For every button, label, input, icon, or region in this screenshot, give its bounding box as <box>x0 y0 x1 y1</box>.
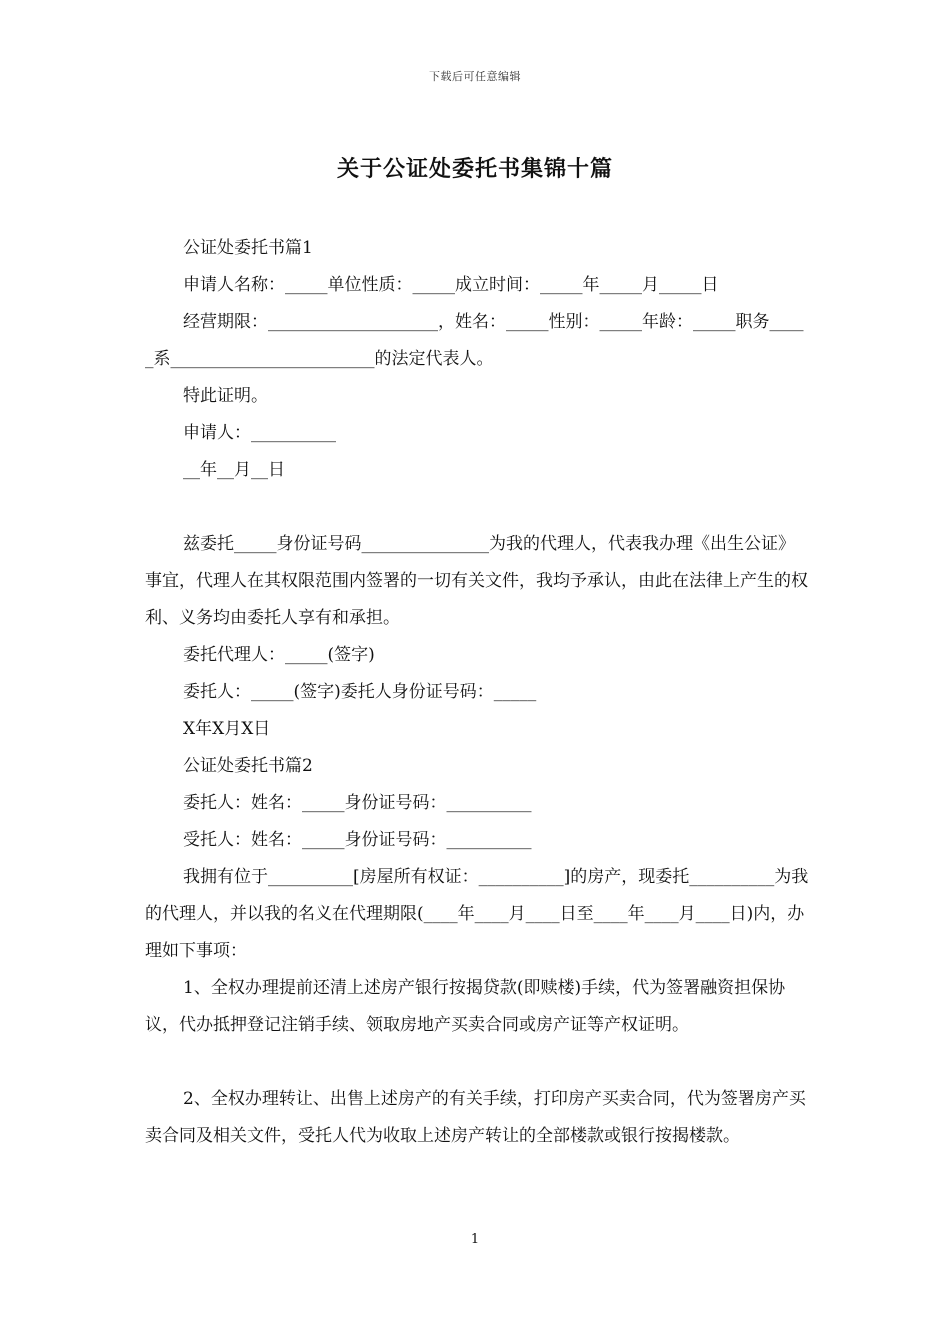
paragraph: 经营期限：____________________，姓名：_____性别：_____年龄：_____职务_____系________________________的法定代表人。 <box>145 312 804 369</box>
paragraph: 委托代理人：_____(签字) <box>183 645 375 665</box>
paragraph: 委托人：_____(签字)委托人身份证号码：_____ <box>183 682 537 702</box>
paragraph: 申请人：__________ <box>183 423 336 443</box>
paragraph: 申请人名称：_____单位性质：_____成立时间：_____年_____月_____日 <box>183 275 719 295</box>
paragraph: 1、全权办理提前还清上述房产银行按揭贷款(即赎楼)手续，代为签署融资担保协议，代办抵押登记注销手续、领取房地产买卖合同或房产证等产权证明。 <box>145 978 786 1035</box>
paragraph: 委托人：姓名：_____身份证号码：__________ <box>183 793 532 813</box>
page-number: 1 <box>470 1232 480 1247</box>
page-header: 下载后可任意编辑 <box>429 70 521 83</box>
paragraph: 2、全权办理转让、出售上述房产的有关手续，打印房产买卖合同，代为签署房产买卖合同及相关文件，受托人代为收取上述房产转让的全部楼款或银行按揭楼款。 <box>145 1089 806 1146</box>
document-body <box>145 230 810 1155</box>
paragraph: 受托人：姓名：_____身份证号码：__________ <box>183 830 532 850</box>
paragraph: 特此证明。 <box>183 386 268 406</box>
paragraph: 我拥有位于__________[房屋所有权证：__________]的房产，现委托__________为我的代理人，并以我的名义在代理期限(____年____月____日至____年____月____日)内，办理如下事项： <box>145 867 809 961</box>
paragraph: __年__月__日 <box>183 460 285 480</box>
paragraph: X年X月X日 <box>183 719 271 739</box>
section-heading-2: 公证处委托书篇2 <box>183 756 313 776</box>
paragraph: 兹委托_____身份证号码_______________为我的代理人，代表我办理《出生公证》事宜，代理人在其权限范围内签署的一切有关文件，我均予承认，由此在法律上产生的权利、义务均由委托人享有和承担。 <box>145 534 808 628</box>
section-heading-1: 公证处委托书篇1 <box>183 238 313 258</box>
document-title: 关于公证处委托书集锦十篇 <box>336 156 613 182</box>
